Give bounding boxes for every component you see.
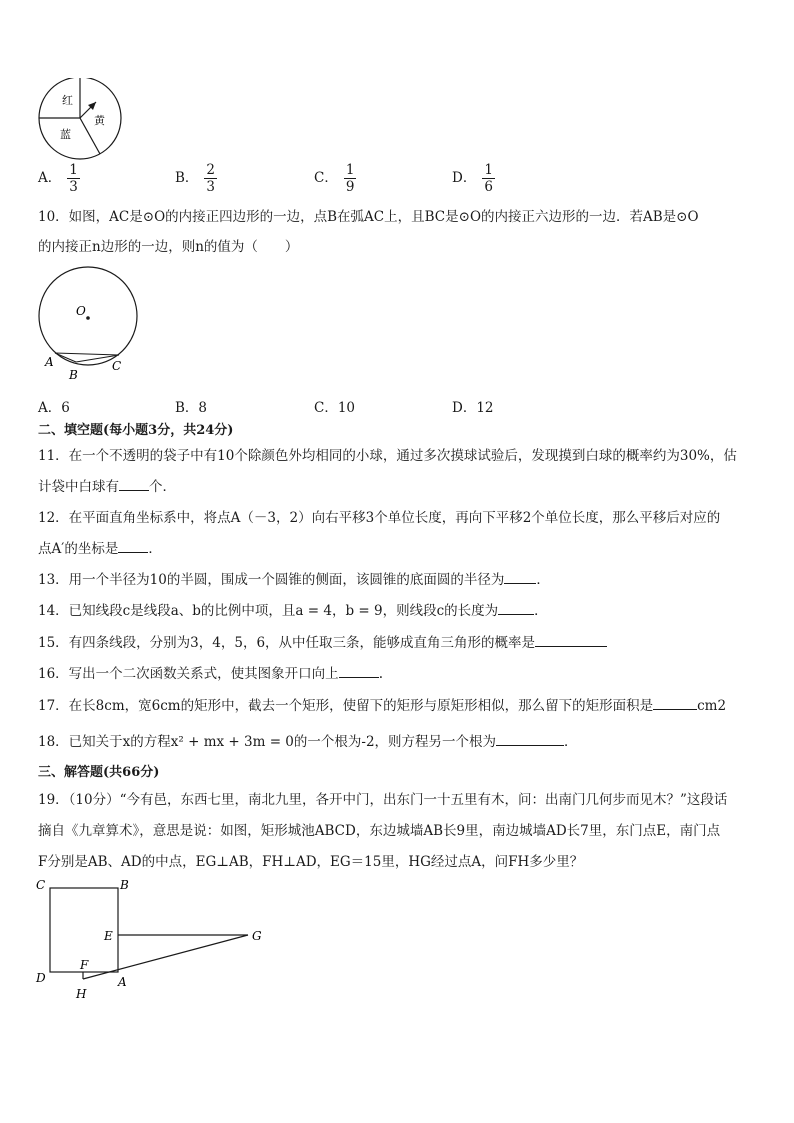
q9-option-b: B． $\frac{2}{3}$ [175,162,216,195]
q10-text-line1: 10．如图，AC是⊙O的内接正四边形的一边，点B在弧AC上，且BC是⊙O的内接正六边形的一边．若AB是⊙O [38,209,699,225]
section3-heading: 三、解答题(共66分) [38,765,160,780]
q12-text-line2 [38,540,162,558]
q12-text-line1: 12．在平面直角坐标系中，将点A（－3，2）向右平移3个单位长度，再向下平移2个单位长度，那么平移后对应的 [38,510,721,526]
q18-answer-blank[interactable] [496,733,564,746]
q17-answer-blank[interactable] [653,697,697,710]
q9-option-d: D． $\frac{1}{6}$ [452,162,493,195]
city-figure [34,874,274,1004]
section2-heading: 二、填空题(每小题3分，共24分) [38,423,234,438]
q11-text-a: 计袋中白球有 [38,479,119,495]
q11-answer-blank[interactable] [119,478,149,491]
q19-text-line2: 摘自《九章算术》，意思是说：如图，矩形城池ABCD，东边城墙AB长9里，南边城墙AD长7里，东门点E，南门点 [38,823,721,839]
q12-text-a: 点A′的坐标是 [38,541,119,557]
spinner-blue-label: 蓝 [60,128,71,141]
q11-text-line2 [38,478,176,496]
q13-text: 13．用一个半径为10的半圆，围成一个圆锥的侧面，该圆锥的底面圆的半径为 ． [38,572,550,588]
q14-answer-blank[interactable] [498,602,534,615]
spinner-yellow-label: 黄 [94,114,105,127]
q11-text-b: 个． [149,479,176,495]
q16-answer-blank[interactable] [339,665,379,678]
q16-text: 16．写出一个二次函数关系式，使其图象开口向上 . [38,666,383,682]
spinner-figure [36,78,126,162]
fig-label-c: C [36,878,46,892]
fig-label-e: E [104,929,113,943]
point-c-label: C [112,359,122,373]
q12-answer-blank[interactable] [118,540,148,553]
q10-option-a: A．6 [38,400,70,416]
fig-label-h: H [76,987,87,1001]
q10-option-b: B．8 [175,400,208,416]
q17-text: 17．在长8cm，宽6cm的矩形中，截去一个矩形，使留下的矩形与原矩形相似，那么留下的矩形面积是 cm2 [38,698,727,714]
point-b-label: B [69,368,78,382]
fig-label-d: D [36,971,46,985]
q9-option-a: A． $\frac{1}{3}$ [38,162,78,195]
q10-option-d: D．12 [452,400,494,416]
q18-text: 18．已知关于x的方程x² + mx + 3m = 0的一个根为-2，则方程另一个根为 ． [38,734,578,750]
fig-label-a: A [118,975,127,989]
q15-answer-blank[interactable] [535,634,607,647]
fig-label-f: F [80,958,89,972]
q14-text: 14．已知线段c是线段a、b的比例中项，且a = 4，b = 9，则线段c的长度为 ． [38,603,548,619]
q15-text: 15．有四条线段，分别为3，4，5，6，从中任取三条，能够成直角三角形的概率是 [38,634,607,652]
q19-text-line3: F分别是AB、AD的中点，EG⊥AB，FH⊥AD，EG＝15里，HG经过点A，问FH多少里？ [38,854,584,870]
circle-figure [36,266,146,384]
fig-label-g: G [252,929,262,943]
spinner-red-label: 红 [62,94,73,107]
q12-text-b: ． [148,541,162,557]
point-o-label: O [76,304,86,318]
q10-option-c: C．10 [314,400,356,416]
point-a-label: A [45,355,54,369]
q19-text-line1: 19．（10分）“今有邑，东西七里，南北九里，各开中门，出东门一十五里有木，问：出南门几何步而见木？”这段话 [38,792,728,808]
q13-answer-blank[interactable] [504,571,536,584]
q9-option-c: C． $\frac{1}{9}$ [314,162,355,195]
q11-text-line1: 11．在一个不透明的袋子中有10个除颜色外均相同的小球，通过多次摸球试验后，发现摸到白球的概率约为30%，估 [38,448,737,464]
fig-label-b: B [120,878,129,892]
q10-text-line2: 的内接正n边形的一边，则n的值为（ ） [38,239,299,255]
